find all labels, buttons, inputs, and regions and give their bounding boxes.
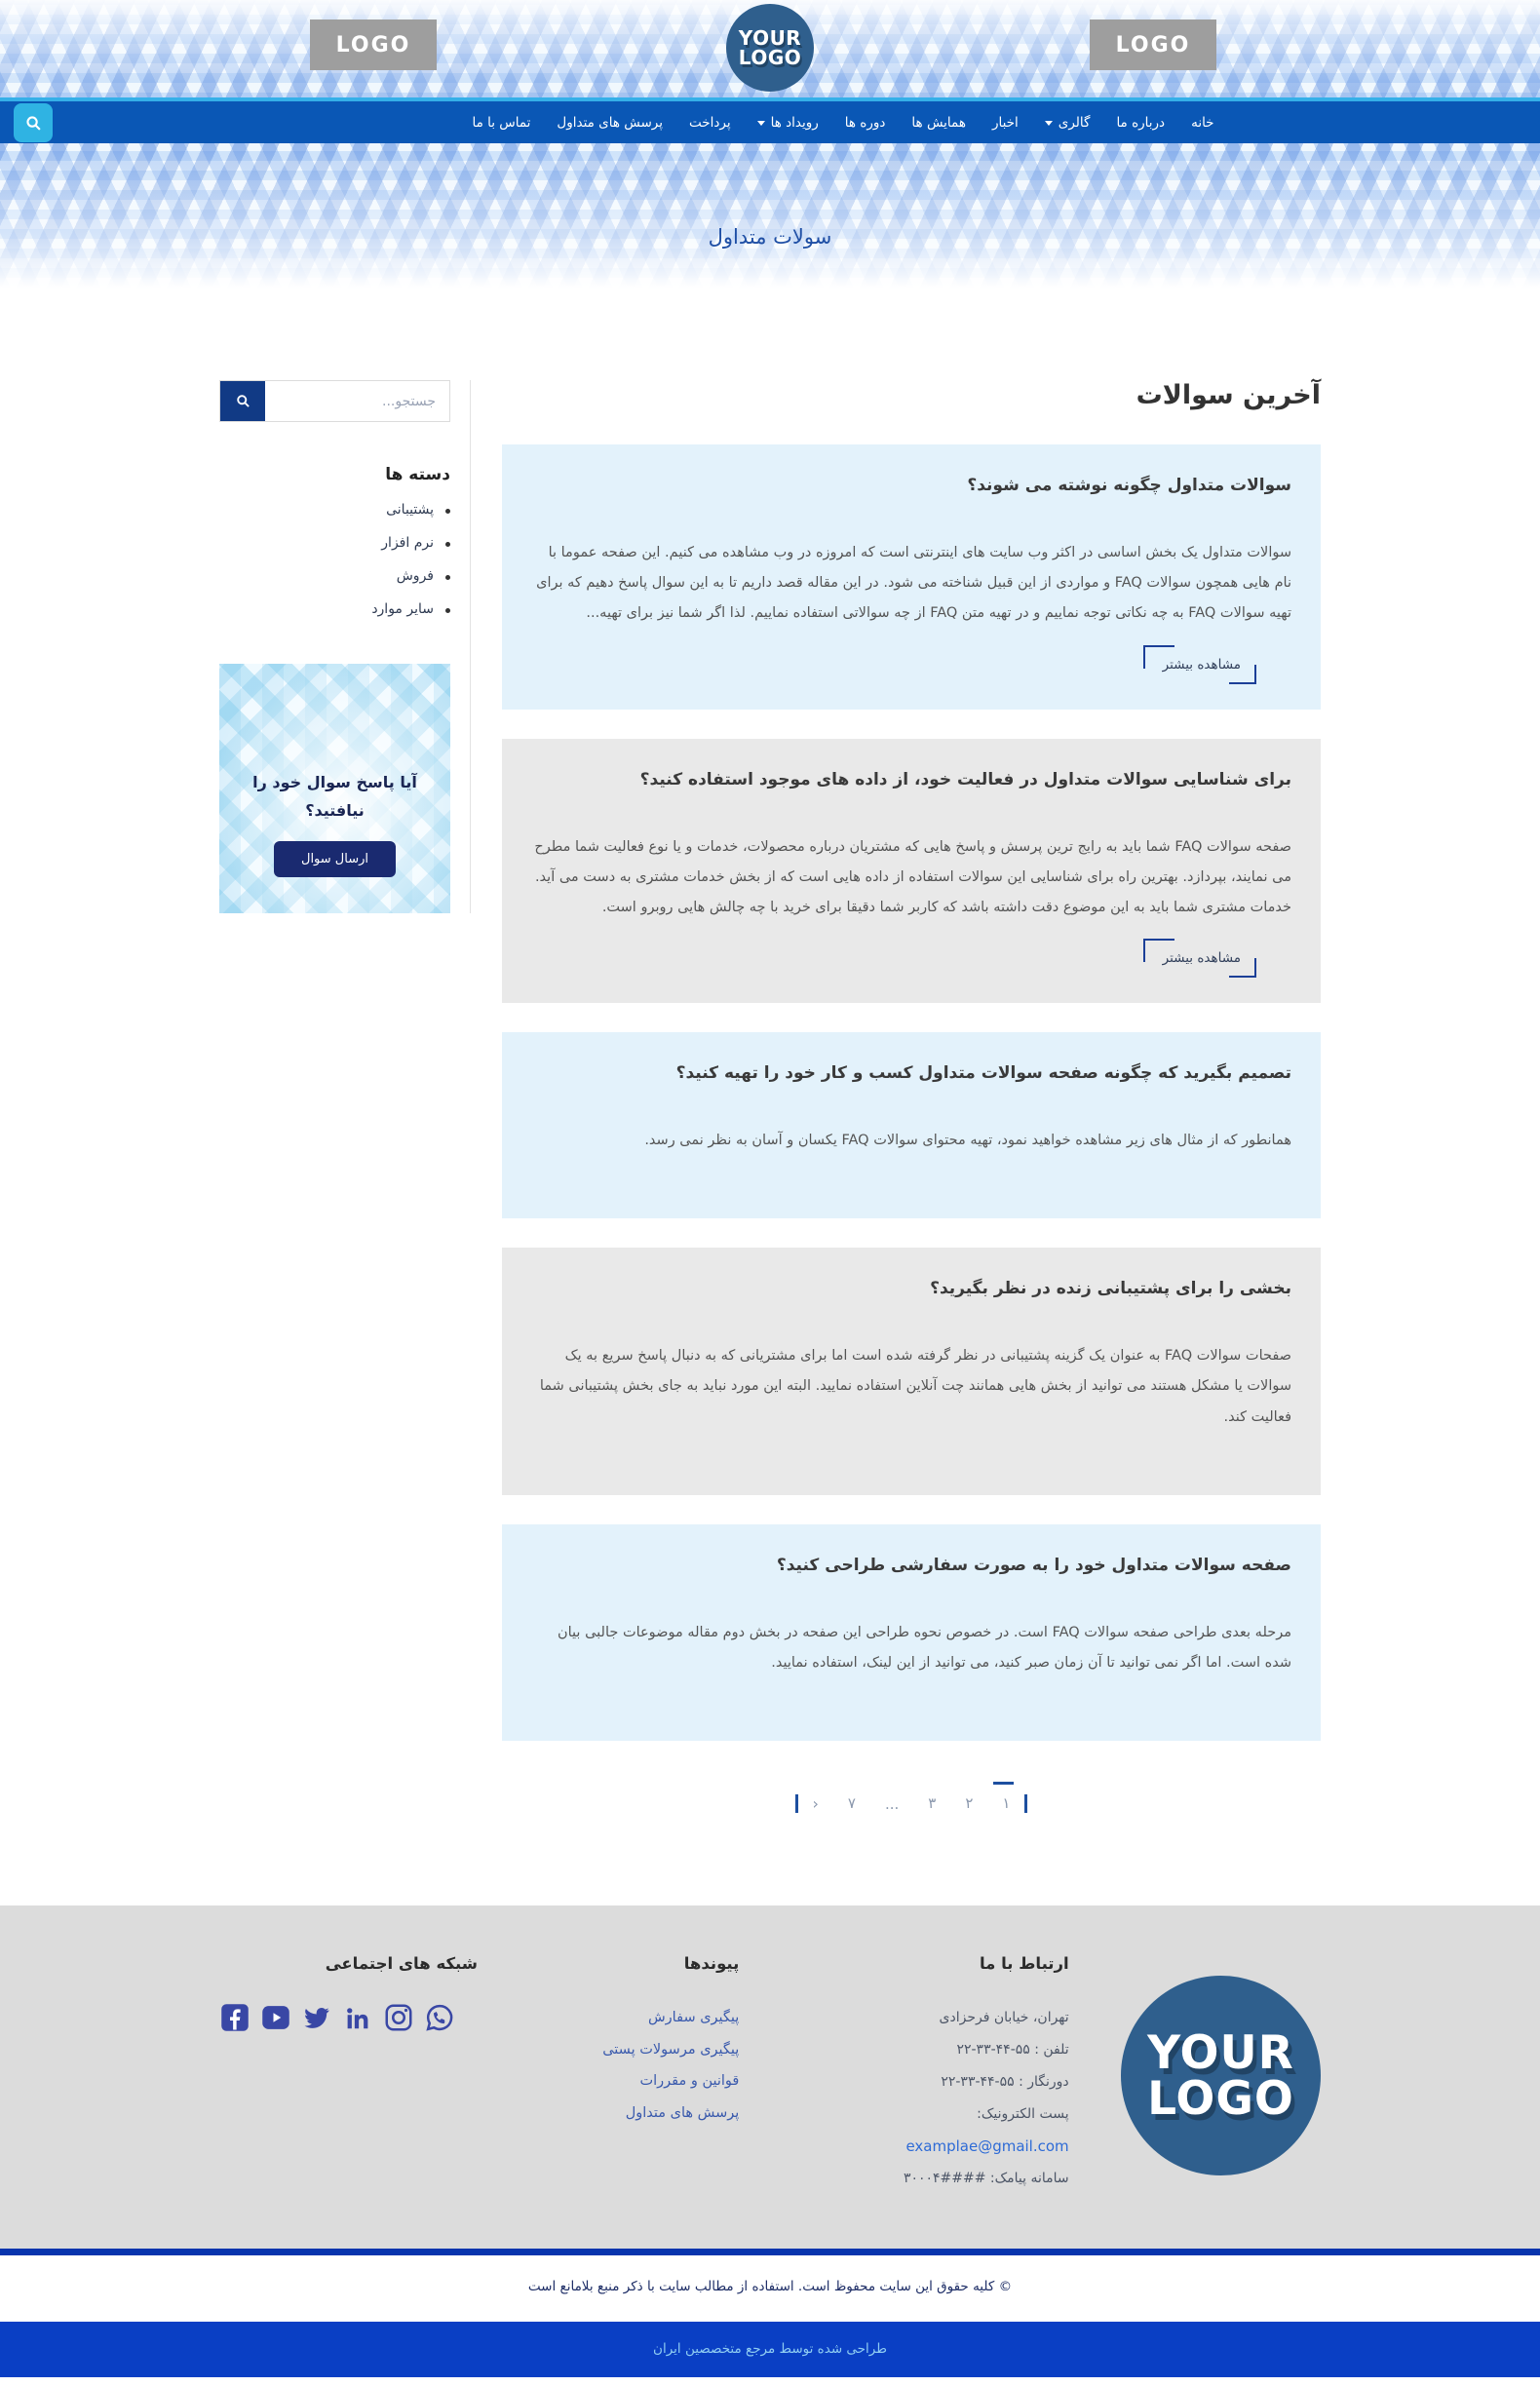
faq-card bbox=[502, 1524, 1321, 1741]
footer-phone bbox=[787, 2034, 1069, 2066]
nav-item-contact-label: تماس با ما bbox=[472, 114, 531, 131]
header-logo-left bbox=[310, 19, 437, 70]
footer-link-faq[interactable]: پرسش های متداول bbox=[625, 2104, 740, 2121]
faq-answer: همانطور که از مثال های زیر مشاهده خواهید نمود، تهیه محتوای سوالات FAQ یکسان و آسان به نظر نمی رسد. bbox=[644, 1133, 1291, 1149]
design-credit-text: طراحی شده توسط مرجع متخصصین ایران bbox=[653, 2341, 887, 2358]
category-item-other[interactable]: سایر موارد bbox=[219, 601, 450, 617]
site-logo-line1: YOUR bbox=[738, 25, 802, 50]
footer-social-heading: شبکه های اجتماعی bbox=[325, 1954, 479, 1974]
youtube-icon[interactable] bbox=[260, 2002, 290, 2032]
footer-logo-line1: YOUR bbox=[1147, 2025, 1294, 2080]
footer-social-column bbox=[219, 1954, 478, 2032]
faq-question[interactable]: صفحه سوالات متداول خود را به صورت سفارشی طراحی کنید؟ bbox=[776, 1555, 1291, 1575]
faq-question[interactable]: سوالات متداول چگونه نوشته می شوند؟ bbox=[967, 476, 1291, 495]
nav-item-conferences[interactable] bbox=[911, 115, 966, 131]
nav-item-gallery-label: گالری bbox=[1058, 114, 1091, 131]
nav-item-conferences-label: همایش ها bbox=[911, 114, 966, 131]
footer-logo-column bbox=[1116, 1954, 1321, 2175]
footer-email-label: پست الکترونیک: bbox=[977, 2105, 1069, 2122]
footer-phone-label: تلفن : bbox=[1034, 2041, 1069, 2058]
nav-item-faq-label: پرسش های متداول bbox=[557, 114, 664, 131]
footer bbox=[0, 1905, 1540, 2376]
faq-card bbox=[502, 444, 1321, 710]
footer-links-column bbox=[524, 1954, 739, 2130]
header-logo-right bbox=[1090, 19, 1216, 70]
footer-links-list bbox=[524, 2002, 739, 2130]
nav-item-courses[interactable] bbox=[845, 115, 886, 131]
linkedin-icon[interactable] bbox=[342, 2002, 372, 2032]
nav-item-news[interactable] bbox=[992, 115, 1019, 131]
footer-logo-line2: LOGO bbox=[1147, 2071, 1294, 2126]
main-navbar bbox=[0, 97, 1540, 143]
chevron-down-icon bbox=[1045, 121, 1053, 126]
nav-item-contact[interactable] bbox=[472, 115, 530, 131]
latest-questions-heading: آخرین سوالات bbox=[1136, 380, 1321, 410]
nav-search-button[interactable] bbox=[14, 103, 53, 142]
footer-logo bbox=[1121, 1976, 1321, 2175]
chevron-down-icon bbox=[757, 121, 765, 126]
faq-question[interactable]: بخشی را برای پشتیبانی زنده در نظر بگیرید؟ bbox=[930, 1279, 1291, 1299]
faq-card bbox=[502, 739, 1321, 1004]
pagination-page-7[interactable]: ۷ bbox=[847, 1794, 856, 1813]
design-credit-bar bbox=[0, 2322, 1540, 2377]
footer-link-order-tracking[interactable]: پیگیری سفارش bbox=[647, 2010, 740, 2026]
footer-link-terms[interactable]: قوانین و مقررات bbox=[639, 2073, 740, 2090]
categories-list bbox=[219, 502, 450, 617]
search-submit-button[interactable] bbox=[220, 381, 265, 421]
pagination-end-bar bbox=[795, 1794, 798, 1813]
footer-sms: سامانه پیامک: ####۳۰۰۰۴ bbox=[903, 2170, 1069, 2186]
footer-link-postal-tracking[interactable]: پیگیری مرسولات پستی bbox=[602, 2041, 740, 2058]
faq-answer: سوالات متداول یک بخش اساسی در اکثر وب سایت های اینترنتی است که امروزه در وب مشاهده می کنیم. این صفحه عموما با نام هایی همچون سوالات FAQ و مواردی از این قبیل شناخته می شود. در این مقاله قصد داریم تا به این سوال پاسخ دهیم که برای تهیه سوالات FAQ به چه نکاتی توجه نماییم و در تهیه متن FAQ از چه سوالاتی استفاده نماییم. لذا اگر شما نیز برای تهیه... bbox=[536, 545, 1291, 622]
nav-menu bbox=[73, 101, 1540, 143]
search-icon bbox=[236, 394, 250, 408]
site-logo[interactable] bbox=[726, 4, 814, 92]
footer-fax-label: دورنگار : bbox=[1019, 2073, 1069, 2090]
footer-main bbox=[0, 1905, 1540, 2248]
header-logo-right-text: LOGO bbox=[1115, 32, 1191, 58]
read-more-link[interactable]: مشاهده بیشتر bbox=[1143, 939, 1256, 978]
ask-question-banner-text: آیا پاسخ سوال خود را نیافتید؟ bbox=[252, 773, 417, 820]
nav-item-payment-label: پرداخت bbox=[689, 114, 731, 131]
faq-answer: مرحله بعدی طراحی صفحه سوالات FAQ است. در خصوص نحوه طراحی این صفحه در بخش دوم مقاله موضوعات جالبی بیان شده است. اما اگر نمی توانید تا آن زمان صبر کنید، می توانید از این لینک، استفاده نمایید. bbox=[557, 1624, 1291, 1671]
nav-item-payment[interactable] bbox=[689, 115, 731, 131]
footer-address: تهران، خیابان فرحزادی bbox=[939, 2010, 1069, 2026]
footer-contact-column bbox=[787, 1954, 1069, 2194]
nav-item-faq[interactable] bbox=[557, 115, 663, 131]
footer-divider-bar bbox=[0, 2249, 1540, 2255]
footer-email-link[interactable]: examplae@gmail.com bbox=[905, 2136, 1069, 2155]
footer-links-heading: پیوندها bbox=[683, 1954, 740, 1974]
social-icons-row bbox=[219, 2002, 478, 2032]
footer-fax bbox=[787, 2066, 1069, 2098]
pagination-end-bar bbox=[1024, 1794, 1027, 1813]
footer-contact-heading: ارتباط با ما bbox=[979, 1954, 1069, 1974]
twitter-icon[interactable] bbox=[301, 2002, 331, 2032]
copyright-text: © کلیه حقوق این سایت محفوظ است. استفاده از مطالب سایت با ذکر منبع بلامانع است bbox=[0, 2255, 1540, 2322]
faq-card bbox=[502, 1032, 1321, 1218]
footer-fax-value: ۲۲-۳۳-۴۴-۵۵ bbox=[941, 2073, 1015, 2090]
faq-answer: صفحه سوالات FAQ شما باید به رایج ترین پرسش و پاسخ هایی که مشتریان درباره محصولات، خدمات و یا نوع فعالیت شما مطرح می نمایند، بپردازد. بهترین راه برای شناسایی این سوالات استفاده از داده هایی است که از بخش خدمات مشتری به دست می آید. خدمات مشتری شما باید به این موضوع دقت داشته باشد که کاربر شما دقیقا برای خرید با چه چالش هایی روبرو است. bbox=[534, 838, 1291, 915]
faq-card bbox=[502, 1248, 1321, 1495]
main-content bbox=[502, 380, 1321, 1813]
pagination-page-2[interactable]: ۲ bbox=[965, 1794, 974, 1813]
search-icon bbox=[25, 115, 42, 132]
faq-answer: صفحات سوالات FAQ به عنوان یک گزینه پشتیبانی در نظر گرفته شده است اما برای مشتریانی که به دنبال پاسخ سریع به یک سوالات یا مشکل هستند می توانید از بخش هایی همانند چت آنلاین استفاده نمایید. البته این مورد نباید به جای بخش پشتیبانی شما فعالیت کند. bbox=[539, 1348, 1291, 1425]
pagination bbox=[502, 1794, 1321, 1813]
sidebar-search-box bbox=[219, 380, 450, 422]
nav-item-home[interactable] bbox=[1191, 115, 1213, 131]
nav-item-events[interactable] bbox=[757, 115, 819, 131]
submit-question-button[interactable]: ارسال سوال bbox=[274, 841, 396, 877]
site-logo-line2: LOGO bbox=[738, 46, 802, 69]
nav-item-events-label: رویداد ها bbox=[770, 114, 819, 131]
header-logo-left-text: LOGO bbox=[335, 32, 411, 58]
category-item-support[interactable]: پشتیبانی bbox=[219, 502, 450, 518]
categories-heading: دسته ها bbox=[385, 465, 450, 484]
nav-item-home-label: خانه bbox=[1191, 114, 1214, 131]
nav-item-about-label: درباره ما bbox=[1116, 114, 1166, 131]
faq-question[interactable]: برای شناسایی سوالات متداول در فعالیت خود، از داده های موجود استفاده کنید؟ bbox=[639, 769, 1291, 789]
whatsapp-icon[interactable] bbox=[424, 2002, 454, 2032]
read-more-link[interactable]: مشاهده بیشتر bbox=[1143, 645, 1256, 684]
nav-item-gallery[interactable] bbox=[1045, 115, 1091, 131]
footer-phone-value: ۲۲-۳۳-۴۴-۵۵ bbox=[956, 2041, 1030, 2058]
pagination-page-1[interactable]: ۱ bbox=[987, 1794, 1024, 1813]
nav-item-courses-label: دوره ها bbox=[844, 114, 886, 131]
page-title: سولات متداول bbox=[708, 225, 832, 249]
faq-question[interactable]: تصمیم بگیرید که چگونه صفحه سوالات متداول کسب و کار خود را تهیه کنید؟ bbox=[675, 1063, 1291, 1084]
ask-question-banner bbox=[219, 664, 450, 913]
pagination-page-3[interactable]: ۳ bbox=[928, 1794, 937, 1813]
search-input[interactable] bbox=[265, 381, 449, 421]
pagination-next-chevron[interactable]: ‹ bbox=[812, 1794, 819, 1814]
category-item-sales[interactable]: فروش bbox=[219, 568, 450, 584]
category-item-software[interactable]: نرم افزار bbox=[219, 535, 450, 551]
nav-item-about[interactable] bbox=[1116, 115, 1165, 131]
facebook-icon[interactable] bbox=[219, 2002, 250, 2032]
header-hero bbox=[0, 0, 1540, 297]
instagram-icon[interactable] bbox=[383, 2002, 413, 2032]
read-more-row bbox=[531, 939, 1291, 978]
nav-item-news-label: اخبار bbox=[991, 114, 1019, 131]
pagination-ellipsis: ... bbox=[884, 1794, 900, 1813]
read-more-row bbox=[531, 645, 1291, 684]
sidebar bbox=[219, 380, 471, 913]
